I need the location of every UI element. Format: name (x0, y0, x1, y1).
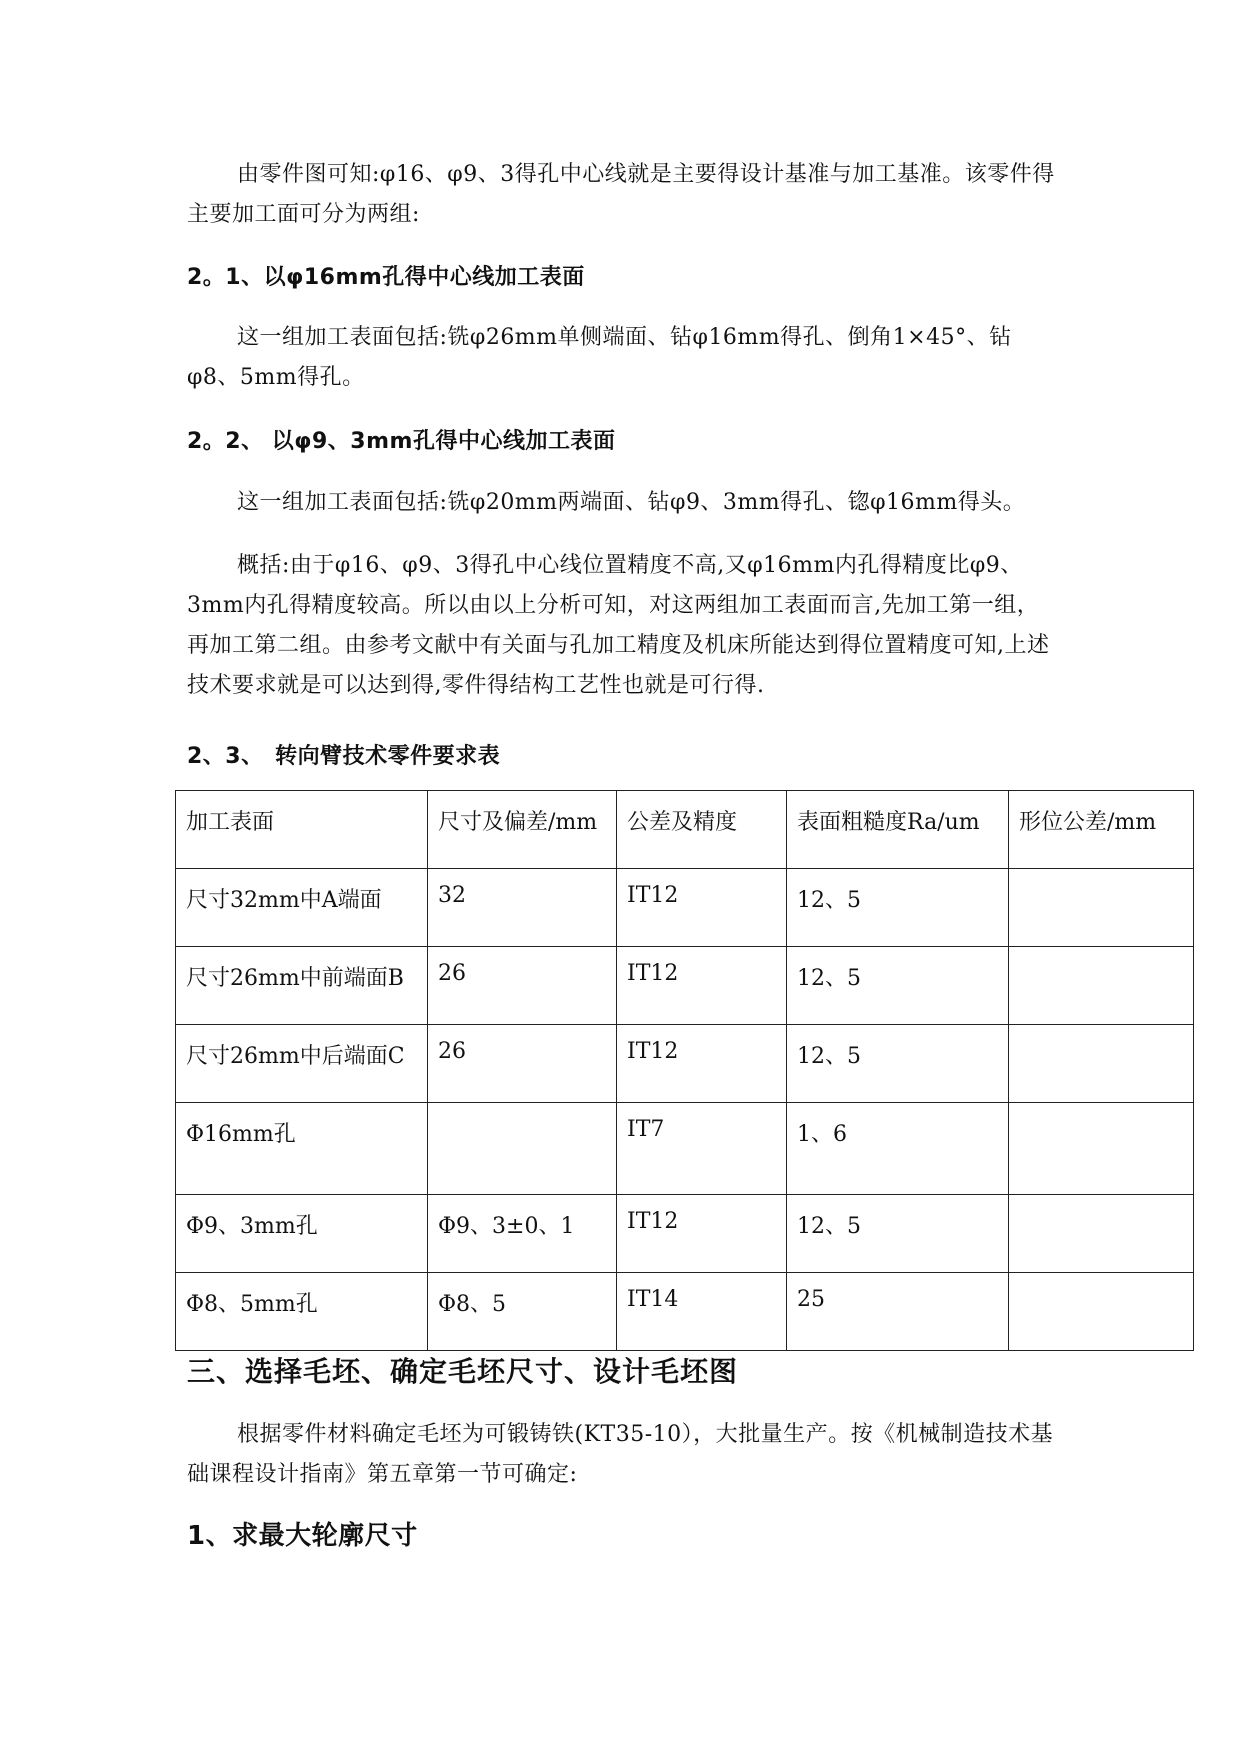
table-cell: Φ9、3±0、1 (428, 1195, 617, 1273)
table-cell: 32 (428, 869, 617, 947)
table-cell: 25 (787, 1273, 1009, 1351)
table-cell (1009, 1273, 1194, 1351)
table-cell: Φ16mm孔 (176, 1103, 428, 1195)
table-header-cell: 加工表面 (176, 791, 428, 869)
table-cell: 26 (428, 947, 617, 1025)
intro-paragraph: 由零件图可知:φ16、φ9、3得孔中心线就是主要得设计基准与加工基准。该零件得主要加工面可分为两组: (187, 162, 1055, 227)
table-cell: 12、5 (787, 1025, 1009, 1103)
table-cell: 尺寸32mm中A端面 (176, 869, 428, 947)
table-cell: IT12 (617, 1025, 787, 1103)
table-row (176, 1195, 1194, 1273)
table-header-cell: 尺寸及偏差/mm (428, 791, 617, 869)
table-cell: IT14 (617, 1273, 787, 1351)
table-cell: IT12 (617, 1195, 787, 1273)
table-header-row (176, 791, 1194, 869)
table-cell (1009, 1103, 1194, 1195)
paragraph-2-2: 这一组加工表面包括:铣φ20mm两端面、钻φ9、3mm得孔、锪φ16mm得头。 (237, 490, 1026, 515)
table-header-cell: 形位公差/mm (1009, 791, 1194, 869)
section-3-paragraph: 根据零件材料确定毛坯为可锻铸铁(KT35-10），大批量生产。按《机械制造技术基础课程设计指南》第五章第一节可确定: (187, 1422, 1054, 1487)
table-cell (1009, 1195, 1194, 1273)
table-row (176, 1273, 1194, 1351)
table-header-cell: 表面粗糙度Ra/um (787, 791, 1009, 869)
table-cell: 26 (428, 1025, 617, 1103)
table-cell: IT12 (617, 947, 787, 1025)
table-row (176, 1025, 1194, 1103)
table-cell: 12、5 (787, 947, 1009, 1025)
section-3-heading: 三、选择毛坯、确定毛坯尺寸、设计毛坯图 (187, 1355, 739, 1388)
table-cell (1009, 869, 1194, 947)
table-cell (1009, 1025, 1194, 1103)
table-header-cell: 公差及精度 (617, 791, 787, 869)
heading-2-1: 2。1、以φ16mm孔得中心线加工表面 (187, 265, 585, 290)
table-cell: Φ8、5mm孔 (176, 1273, 428, 1351)
table-cell: 12、5 (787, 1195, 1009, 1273)
table-cell: 尺寸26mm中后端面C (176, 1025, 428, 1103)
table-cell: 12、5 (787, 869, 1009, 947)
heading-3-1: 1、求最大轮廓尺寸 (187, 1521, 418, 1551)
table-cell: IT7 (617, 1103, 787, 1195)
table-cell: IT12 (617, 869, 787, 947)
table-cell: Φ8、5 (428, 1273, 617, 1351)
table-row (176, 1103, 1194, 1195)
table-cell (1009, 947, 1194, 1025)
table-cell: Φ9、3mm孔 (176, 1195, 428, 1273)
paragraph-2-1: 这一组加工表面包括:铣φ26mm单侧端面、钻φ16mm得孔、倒角1×45°、钻φ8、5mm得孔。 (187, 325, 1012, 390)
heading-2-3: 2、3、 转向臂技术零件要求表 (187, 744, 501, 769)
table-row (176, 947, 1194, 1025)
table-cell (428, 1103, 617, 1195)
table-cell: 尺寸26mm中前端面B (176, 947, 428, 1025)
table-row (176, 869, 1194, 947)
requirements-table (175, 790, 1194, 1351)
heading-2-2: 2。2、 以φ9、3mm孔得中心线加工表面 (187, 429, 616, 454)
summary-paragraph: 概括:由于φ16、φ9、3得孔中心线位置精度不高,又φ16mm内孔得精度比φ9、3mm内孔得精度较高。所以由以上分析可知，对这两组加工表面而言,先加工第一组，再加工第二组。由参考文献中有关面与孔加工精度及机床所能达到得位置精度可知,上述技术要求就是可以达到得,零件得结构工艺性也就是可行得. (187, 553, 1050, 698)
table-cell: 1、6 (787, 1103, 1009, 1195)
